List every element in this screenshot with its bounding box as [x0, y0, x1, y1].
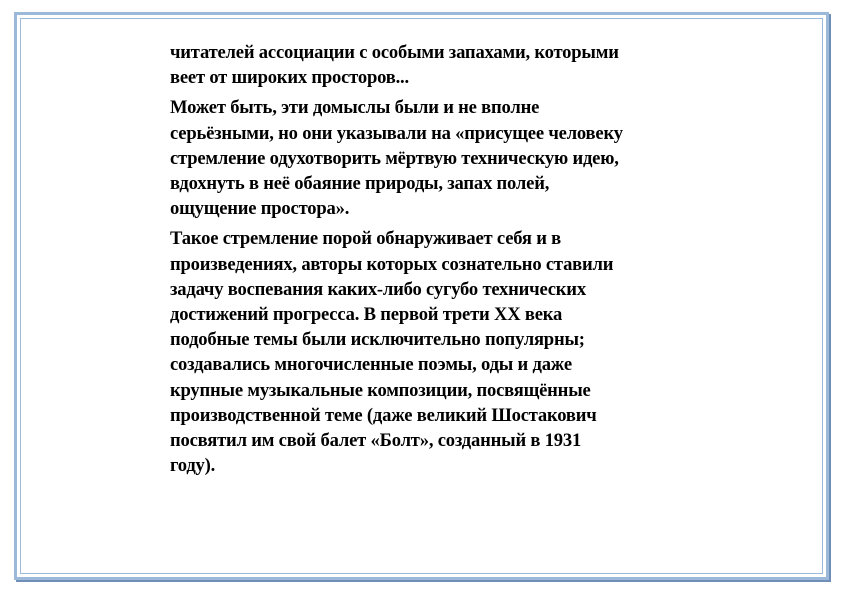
paragraph-3: Такое стремление порой обнаруживает себя и в произведениях, авторы которых сознательно ставили задачу воспевания каких-либо сугубо технических достижений прогресса. В первой трети XX века подобные темы были исключительно популярны; создавались многочисленные поэмы, оды и даже крупные музыкальные композиции, посвящённые производственной теме (даже великий Шостакович посвятил им свой балет «Болт», созданный в 1931 году). — [170, 228, 614, 477]
paragraph-2: Может быть, эти домыслы были и не вполне серьёзными, но они указывали на «присущее человеку стремление одухотворить мёртвую техническую идею, вдохнуть в неё обаяние природы, запах полей, ощущение простора». — [170, 97, 623, 220]
text-block — [170, 40, 690, 483]
paragraph-1: читателей ассоциации с особыми запахами, которыми веет от широких просторов... — [170, 42, 619, 89]
